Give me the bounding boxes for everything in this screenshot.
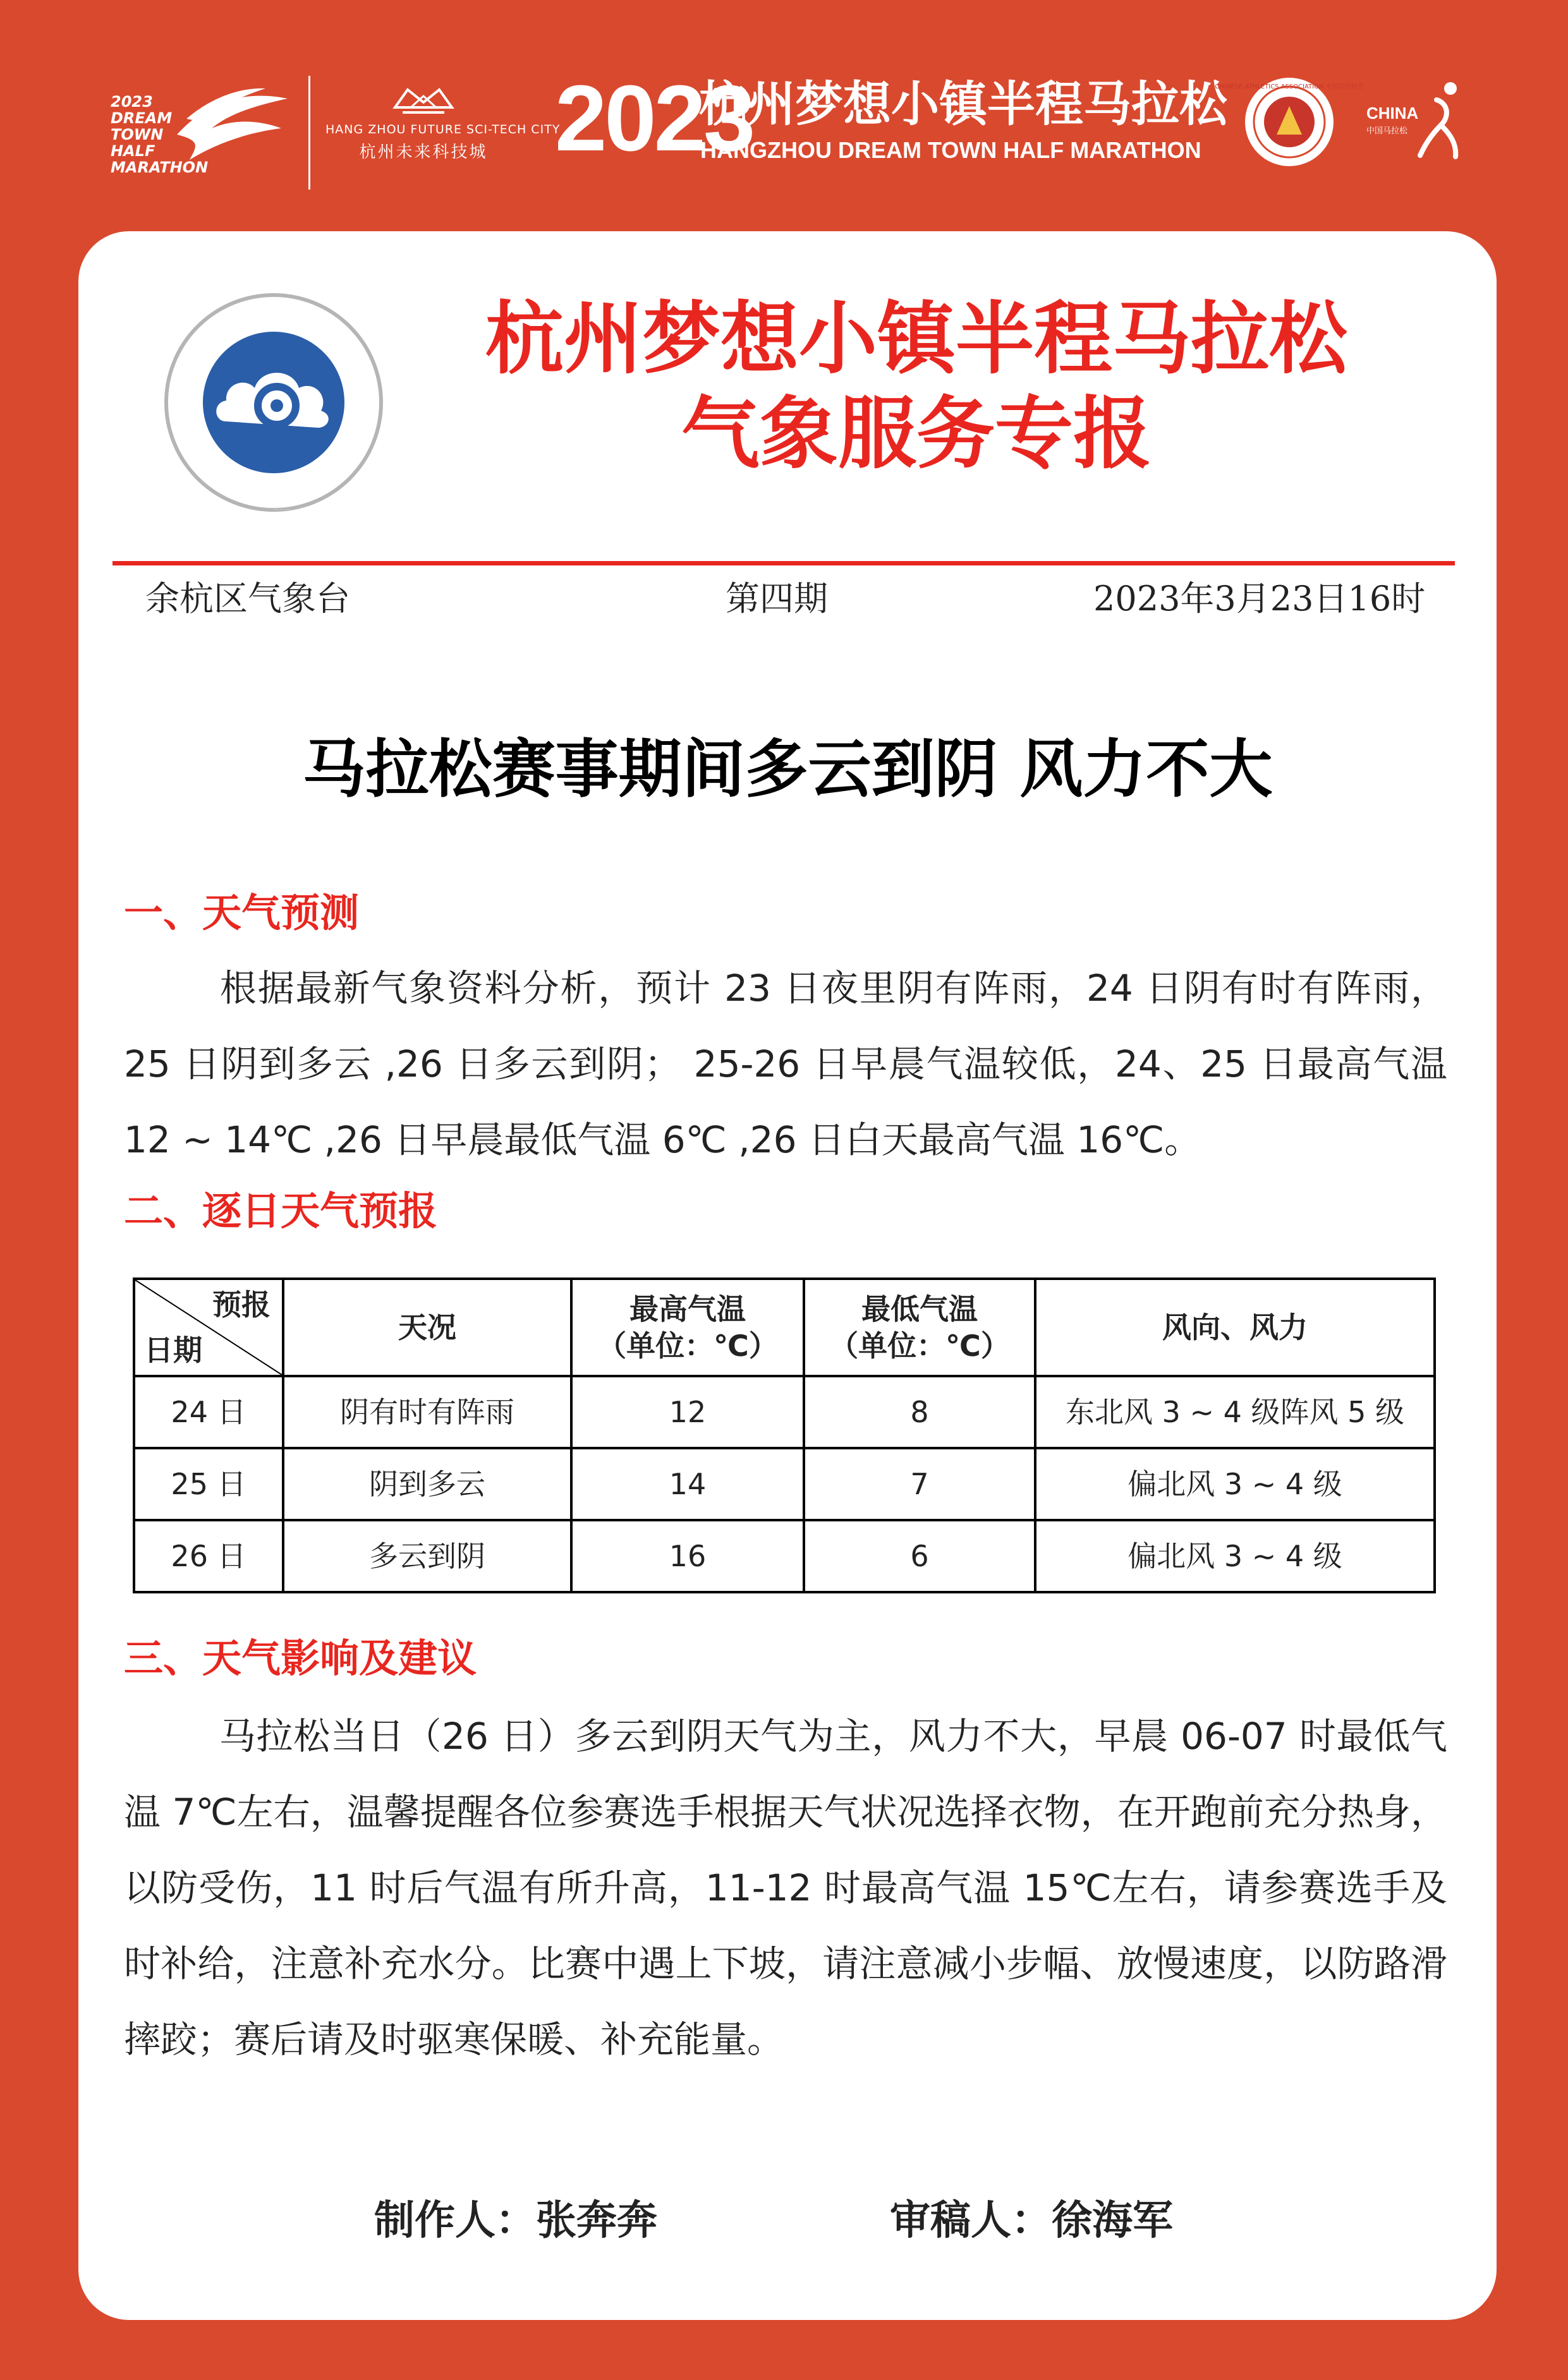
- cma-logo: [163, 292, 384, 513]
- cell-date: 25 日: [134, 1448, 283, 1520]
- cell-wind: 东北风 3 ~ 4 级阵风 5 级: [1035, 1376, 1435, 1448]
- table-row: [134, 1520, 1435, 1592]
- banner-title-cn: 杭州梦想小镇半程马拉松: [699, 76, 1227, 132]
- col-header-wind: 风向、风力: [1035, 1279, 1435, 1376]
- cell-low: 7: [804, 1448, 1035, 1520]
- cell-date: 26 日: [134, 1520, 283, 1592]
- banner-title-en: HANGZHOU DREAM TOWN HALF MARATHON: [700, 137, 1201, 163]
- issue-date: 2023年3月23日16时: [1093, 579, 1426, 619]
- section-advice-text: [124, 1698, 1447, 2077]
- scitech-city-logo: [325, 81, 561, 162]
- col-header-high-label: 最高气温: [629, 1292, 746, 1326]
- col-header-high-unit: （单位：℃）: [597, 1329, 778, 1363]
- table-row: [134, 1448, 1435, 1520]
- cell-low: 6: [804, 1520, 1035, 1592]
- caa-logo-text: CHINESE ATHLETICS ASSOCIATION 中国田径协会: [1215, 83, 1364, 90]
- forecast-body: 根据最新气象资料分析，预计 23 日夜里阴有阵雨，24 日阴有时有阵雨，25 日阴到多云 ,26 日多云到阴； 25-26 日早晨气温较低，24、25 日最高气温 12 ~ 14℃ ,26 日早晨最低气温 6℃ ,26 日白天最高气温 16℃。: [124, 967, 1447, 1161]
- col-header-high: [571, 1279, 804, 1376]
- col-header-condition: 天况: [283, 1279, 571, 1376]
- reviewer-signature: 审稿人：徐海军: [890, 2197, 1173, 2244]
- chinese-athletics-association-logo: [1215, 75, 1364, 169]
- col-header-low-label: 最低气温: [861, 1292, 978, 1326]
- cell-high: 16: [571, 1520, 804, 1592]
- top-banner: [0, 0, 1568, 227]
- table-header-row: [134, 1279, 1435, 1376]
- cell-condition: 多云到阴: [283, 1520, 571, 1592]
- advice-body: 马拉松当日（26 日）多云到阴天气为主，风力不大，早晨 06-07 时最低气温 7℃左右，温馨提醒各位参赛选手根据天气状况选择衣物，在开跑前充分热身，以防受伤，11 时后气温有所升高，11-12 时最高气温 15℃左右，请参赛选手及时补给，注意补充水分。比赛中遇上下坡，请注意减小步幅、放慢速度，以防路滑摔跤；赛后请及时驱寒保暖、补充能量。: [124, 1715, 1447, 2061]
- corner-label-date: 日期: [144, 1333, 202, 1367]
- cell-condition: 阴到多云: [283, 1448, 571, 1520]
- table-row: [134, 1376, 1435, 1448]
- cell-date: 24 日: [134, 1376, 283, 1448]
- cell-condition: 阴有时有阵雨: [283, 1376, 571, 1448]
- cell-wind: 偏北风 3 ~ 4 级: [1035, 1448, 1435, 1520]
- scitech-city-en: HANG ZHOU FUTURE SCI-TECH CITY: [325, 123, 561, 136]
- section-advice-title: 三、天气影响及建议: [124, 1635, 477, 1681]
- col-header-low: [804, 1279, 1035, 1376]
- event-logo-text: 2023 DREAM TOWN HALF MARATHON: [111, 93, 209, 176]
- header-divider: [112, 561, 1455, 565]
- section-forecast-title: 一、天气预测: [124, 890, 360, 936]
- report-title-line1: 杭州梦想小镇半程马拉松: [485, 294, 1347, 385]
- banner-year: 2023: [555, 66, 753, 171]
- scitech-city-icon: [389, 81, 458, 119]
- col-header-low-unit: （单位：℃）: [829, 1329, 1010, 1363]
- corner-label-forecast: 预报: [212, 1288, 270, 1322]
- report-title-line2: 气象服务专报: [681, 389, 1152, 480]
- daily-forecast-table: [133, 1278, 1436, 1593]
- scitech-city-cn: 杭州未来科技城: [359, 143, 488, 162]
- cell-low: 8: [804, 1376, 1035, 1448]
- table-corner-cell: [134, 1279, 283, 1376]
- issuing-org: 余杭区气象台: [145, 579, 350, 619]
- section-forecast-text: [124, 950, 1447, 1178]
- report-title: [404, 292, 1428, 481]
- china-marathon-sub: 中国马拉松: [1366, 126, 1408, 136]
- maker-signature: 制作人：张奔奔: [374, 2197, 657, 2244]
- banner-divider: [308, 76, 310, 190]
- svg-text:CHINESE ATHLETICS ASSOCIATION: [1215, 82, 1363, 90]
- cell-wind: 偏北风 3 ~ 4 级: [1035, 1520, 1435, 1592]
- headline: 马拉松赛事期间多云到阴 风力不大: [302, 732, 1273, 806]
- china-marathon-text: CHINA: [1366, 104, 1419, 123]
- section-daily-title: 二、逐日天气预报: [124, 1188, 438, 1234]
- cell-high: 14: [571, 1448, 804, 1520]
- cell-high: 12: [571, 1376, 804, 1448]
- issue-number: 第四期: [726, 579, 828, 619]
